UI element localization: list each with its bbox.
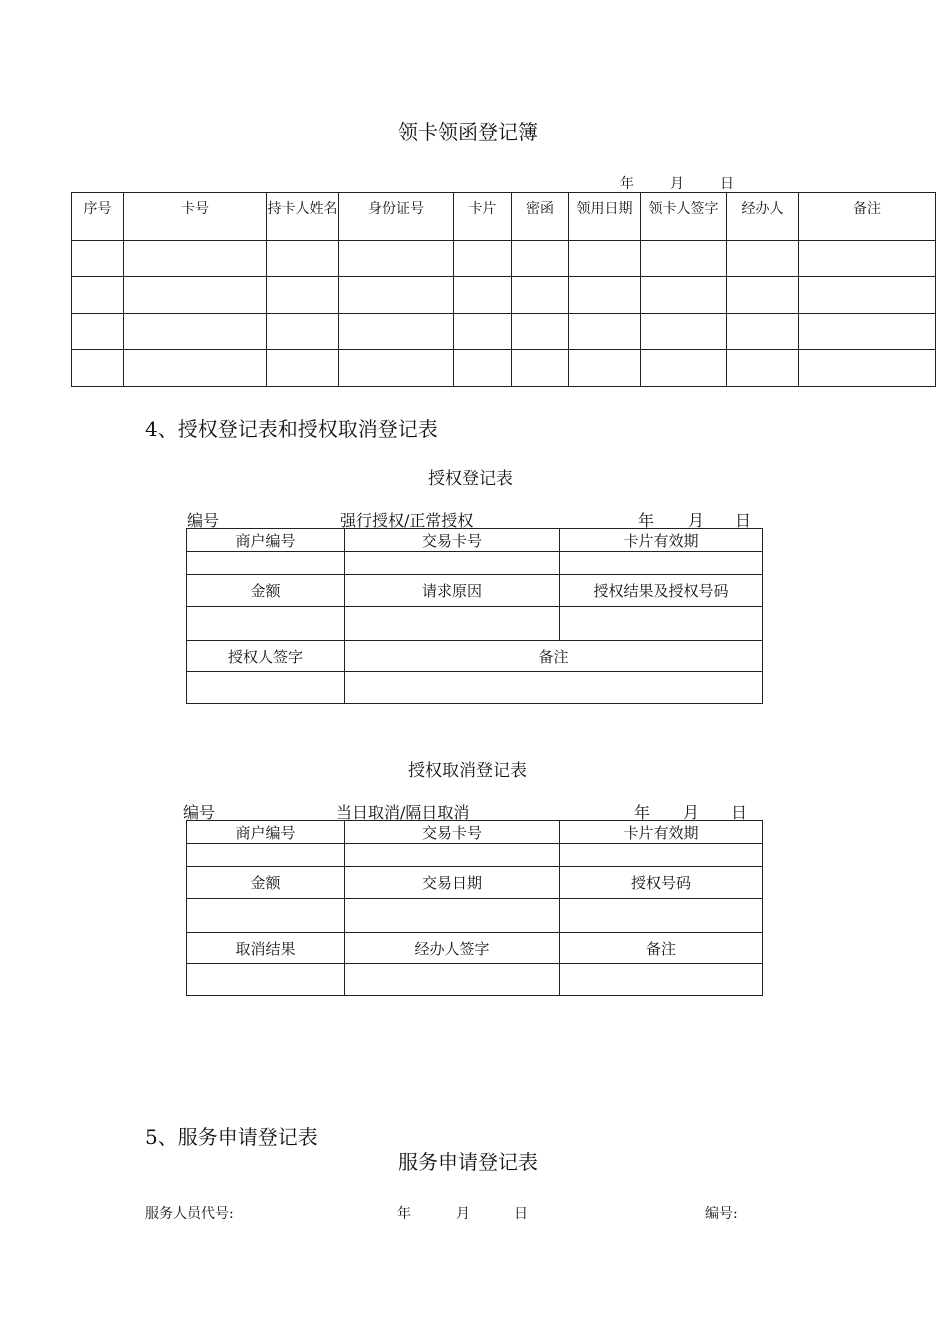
service-form-title: 服务申请登记表	[398, 1150, 538, 1174]
amount-label: 金额	[187, 867, 345, 899]
header-cell: 领用日期	[569, 193, 641, 241]
auth-date-month: 月	[688, 511, 705, 530]
card-letter-table	[71, 192, 936, 387]
table-row	[187, 867, 763, 899]
cancel-result-label: 取消结果	[187, 933, 345, 964]
request-reason-label: 请求原因	[345, 575, 560, 607]
handler-signature-label: 经办人签字	[345, 933, 560, 964]
table-row	[187, 641, 763, 672]
table-row	[187, 672, 763, 704]
table-row	[72, 277, 936, 314]
amount-label: 金额	[187, 575, 345, 607]
card-letter-date-year: 年	[620, 176, 634, 192]
table-row	[187, 607, 763, 641]
card-letter-title: 领卡领函登记簿	[398, 120, 538, 144]
table-header-row	[72, 193, 936, 241]
service-date-year: 年	[397, 1206, 411, 1222]
auth-number-label: 编号	[187, 511, 220, 530]
header-cell: 序号	[72, 193, 124, 241]
header-cell: 经办人	[727, 193, 799, 241]
auth-form-title: 授权登记表	[428, 469, 513, 489]
card-expiry-label: 卡片有效期	[560, 821, 763, 844]
header-cell: 持卡人姓名	[267, 193, 339, 241]
authorizer-signature-label: 授权人签字	[187, 641, 345, 672]
remarks-label: 备注	[560, 933, 763, 964]
auth-date-year: 年	[638, 511, 655, 530]
cancel-date-year: 年	[634, 803, 651, 822]
table-row	[72, 350, 936, 387]
auth-date-day: 日	[735, 511, 752, 530]
staff-code-label: 服务人员代号:	[145, 1206, 234, 1222]
card-number-label: 交易卡号	[345, 821, 560, 844]
header-cell: 备注	[799, 193, 936, 241]
cancel-date-day: 日	[731, 803, 748, 822]
header-cell: 领卡人签字	[641, 193, 727, 241]
remarks-label: 备注	[345, 641, 763, 672]
header-cell: 卡片	[454, 193, 512, 241]
service-date-day: 日	[514, 1206, 528, 1222]
transaction-date-label: 交易日期	[345, 867, 560, 899]
cancel-form-table	[186, 820, 763, 996]
card-expiry-label: 卡片有效期	[560, 529, 763, 552]
auth-type-label: 强行授权/正常授权	[340, 511, 474, 530]
auth-number-label: 授权号码	[560, 867, 763, 899]
cancel-number-label: 编号	[183, 803, 216, 822]
table-row	[187, 575, 763, 607]
table-row	[187, 529, 763, 552]
service-date-month: 月	[456, 1206, 470, 1222]
section4-heading: 4、授权登记表和授权取消登记表	[145, 417, 438, 441]
table-row	[72, 241, 936, 277]
table-row	[187, 899, 763, 933]
table-row	[187, 821, 763, 844]
header-cell: 卡号	[124, 193, 267, 241]
table-row	[72, 314, 936, 350]
table-row	[187, 964, 763, 996]
merchant-number-label: 商户编号	[187, 821, 345, 844]
cancel-date-month: 月	[683, 803, 700, 822]
merchant-number-label: 商户编号	[187, 529, 345, 552]
section5-heading: 5、服务申请登记表	[145, 1125, 318, 1149]
header-cell: 身份证号	[339, 193, 454, 241]
table-row	[187, 844, 763, 867]
card-number-label: 交易卡号	[345, 529, 560, 552]
auth-result-label: 授权结果及授权号码	[560, 575, 763, 607]
table-row	[187, 933, 763, 964]
header-cell: 密函	[512, 193, 569, 241]
cancel-type-label: 当日取消/隔日取消	[336, 803, 470, 822]
card-letter-date-month: 月	[670, 176, 684, 192]
auth-form-table	[186, 528, 763, 704]
service-number-label: 编号:	[705, 1206, 738, 1222]
table-row	[187, 552, 763, 575]
card-letter-date-day: 日	[720, 176, 734, 192]
cancel-form-title: 授权取消登记表	[408, 761, 527, 781]
